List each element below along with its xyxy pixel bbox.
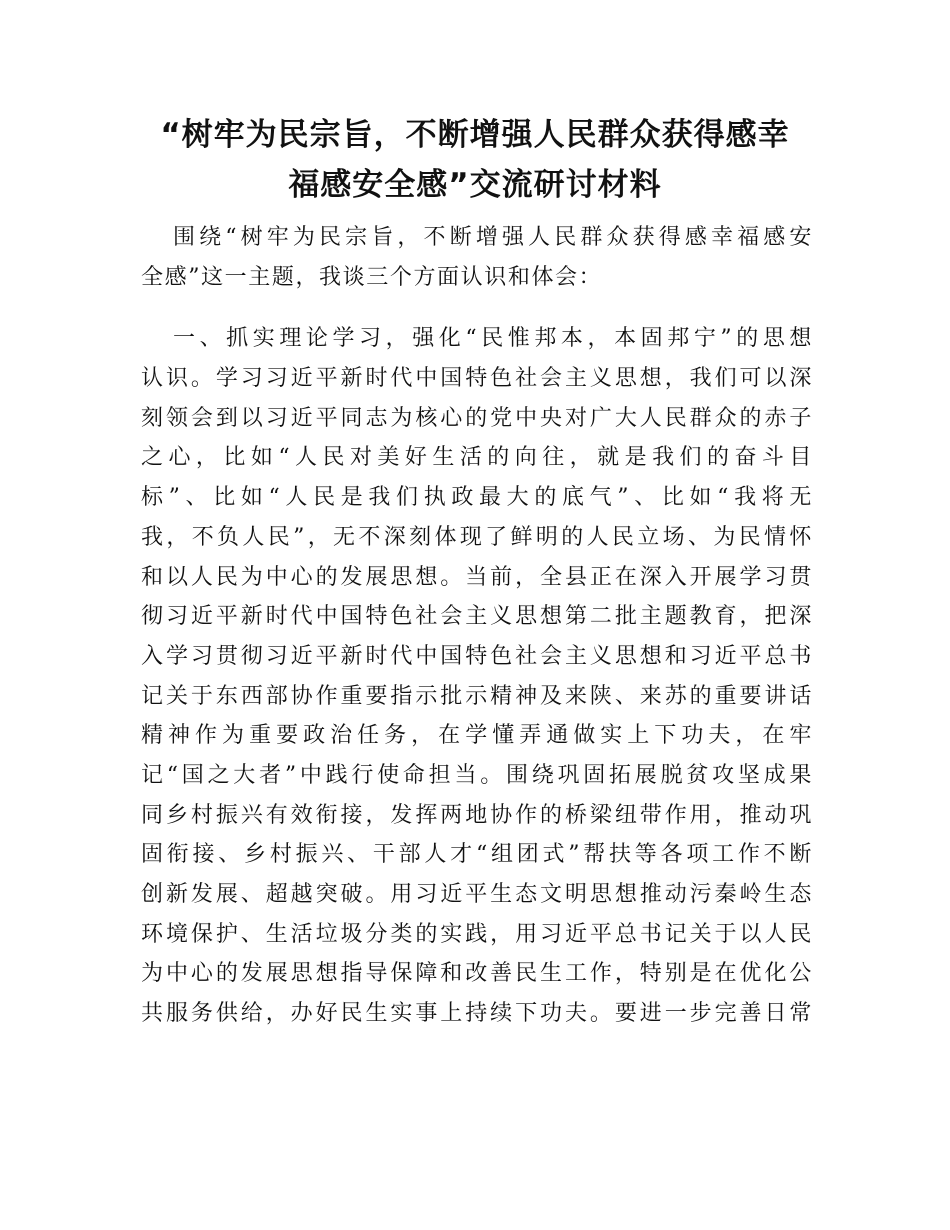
paragraph-line: 记关于东西部协作重要指示批示精神及来陕、来苏的重要讲话 — [141, 683, 813, 709]
paragraph-line: 全感”这一主题，我谈三个方面认识和体会： — [141, 264, 603, 290]
paragraph-line: 认识。学习习近平新时代中国特色社会主义思想，我们可以深 — [141, 366, 813, 392]
paragraph-line: 围绕“树牢为民宗旨，不断增强人民群众获得感幸福感安 — [173, 225, 813, 250]
paragraph-line: 和以人民为中心的发展思想。当前，全县正在深入开展学习贯 — [141, 564, 813, 590]
paragraph-line: 我，不负人民”，无不深刻体现了鲜明的人民立场、为民情怀 — [141, 524, 813, 550]
section-1-paragraph — [141, 319, 813, 1033]
paragraph-line: 一、抓实理论学习，强化“民惟邦本，本固邦宁”的思想 — [173, 326, 813, 352]
document-title — [100, 110, 850, 210]
paragraph-line: 共服务供给，办好民生实事上持续下功夫。要进一步完善日常 — [141, 1001, 813, 1027]
paragraph-line: 入学习贯彻习近平新时代中国特色社会主义思想和习近平总书 — [141, 643, 813, 669]
title-line-1: “树牢为民宗旨，不断增强人民群众获得感幸 — [160, 117, 790, 153]
paragraph-spacer — [141, 297, 813, 319]
paragraph-line: 之心，比如“人民对美好生活的向往，就是我们的奋斗目 — [141, 445, 813, 471]
document-body — [141, 218, 813, 1034]
paragraph-line: 标”、比如“人民是我们执政最大的底气”、比如“我将无 — [141, 485, 813, 511]
paragraph-line: 同乡村振兴有效衔接，发挥两地协作的桥梁纽带作用，推动巩 — [141, 802, 813, 828]
paragraph-line: 彻习近平新时代中国特色社会主义思想第二批主题教育，把深 — [141, 604, 813, 630]
paragraph-line: 固衔接、乡村振兴、干部人才“组团式”帮扶等各项工作不断 — [141, 842, 813, 868]
paragraph-line: 创新发展、超越突破。用习近平生态文明思想推动污秦岭生态 — [141, 882, 813, 907]
title-line-2: 福感安全感”交流研讨材料 — [288, 167, 662, 203]
paragraph-line: 精神作为重要政治任务，在学懂弄通做实上下功夫，在牢 — [141, 723, 813, 749]
paragraph-line: 为中心的发展思想指导保障和改善民生工作，特别是在优化公 — [141, 961, 813, 987]
paragraph-line: 记“国之大者”中践行使命担当。围绕巩固拓展脱贫攻坚成果 — [141, 762, 813, 788]
intro-paragraph — [141, 218, 813, 297]
paragraph-line: 刻领会到以习近平同志为核心的党中央对广大人民群众的赤子 — [141, 405, 813, 431]
paragraph-line: 环境保护、生活垃圾分类的实践，用习近平总书记关于以人民 — [141, 921, 813, 947]
